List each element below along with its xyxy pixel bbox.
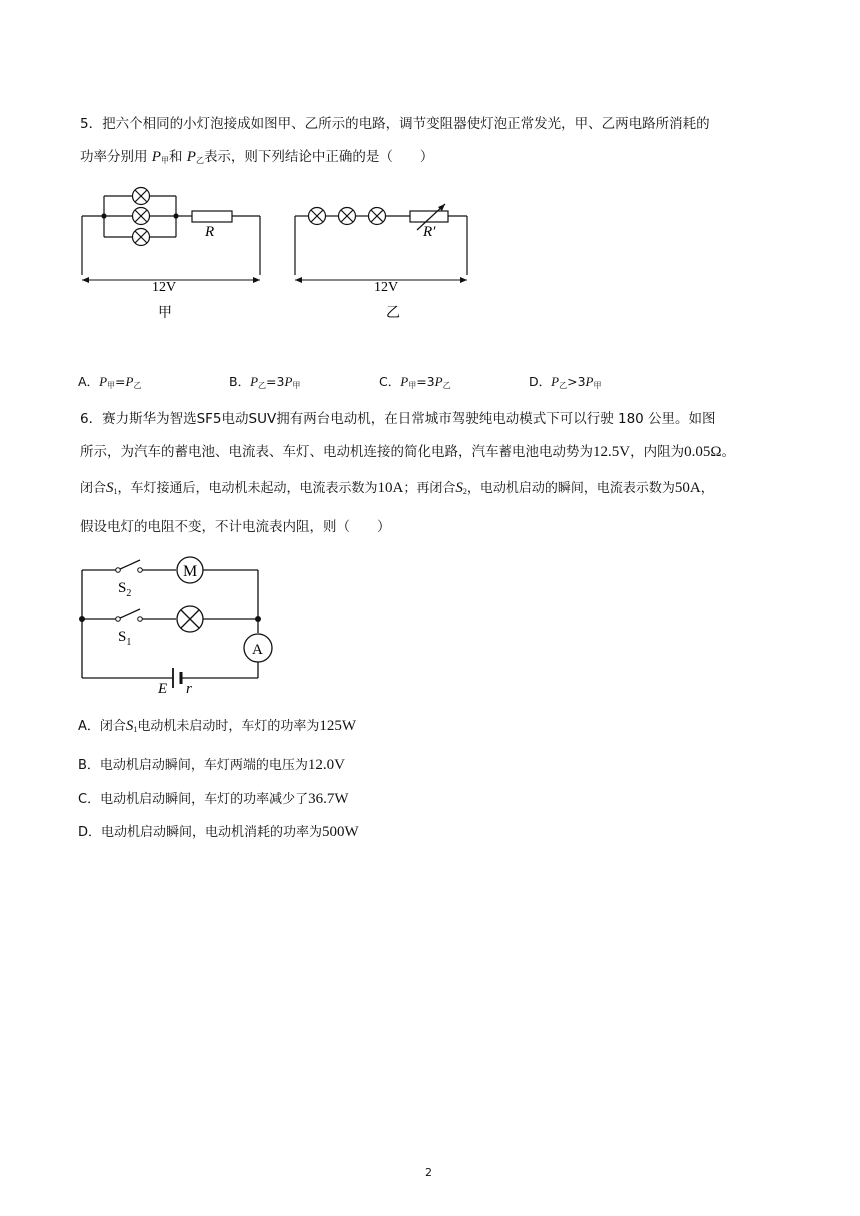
circuit-jia — [70, 180, 280, 330]
q6-option-b[interactable]: B．电动机启动瞬间，车灯两端的电压为12.0V — [78, 757, 346, 773]
circuit-yi — [285, 180, 485, 330]
q6-stem-line1: 6．赛力斯华为智选SF5电动SUV拥有两台电动机，在日常城市驾驶纯电动模式下可以行驶 180 公里。如图 — [80, 411, 716, 427]
switch-s1-label: $S_1$ — [118, 629, 132, 648]
motor-label: M — [183, 563, 198, 580]
resistor-r-label: R — [205, 224, 215, 240]
option-d[interactable]: D．$P_乙>3P_甲$ — [529, 374, 602, 390]
q5-options — [78, 372, 679, 391]
q6-stem-line4: 假设电灯的电阻不变，不计电流表内阻，则（ ） — [80, 519, 391, 535]
circuit-q6 — [70, 552, 285, 700]
q6-option-d[interactable]: D．电动机启动瞬间，电动机消耗的功率为500W — [78, 824, 359, 840]
option-a[interactable]: A．$P_甲=P_乙$ — [78, 374, 142, 390]
figure-caption: 甲 — [158, 306, 172, 321]
ammeter-label: A — [252, 642, 263, 658]
emf-label: E — [158, 681, 168, 697]
q6-option-a[interactable]: A．闭合$S_1$电动机未启动时，车灯的功率为125W — [78, 718, 357, 734]
option-c[interactable]: C．$P_甲=3P_乙$ — [379, 374, 451, 390]
rheostat-label: R′ — [423, 224, 436, 240]
page-number: 2 — [425, 1166, 432, 1179]
q6-option-c[interactable]: C．电动机启动瞬间，车灯的功率减少了36.7W — [78, 791, 349, 807]
q6-stem-line3: 闭合$S_1$，车灯接通后，电动机未起动，电流表示数为10A；再闭合$S_2$，电动机启动的瞬间，电流表示数为50A， — [80, 480, 714, 496]
q5-stem-line1: 5．把六个相同的小灯泡接成如图甲、乙所示的电路，调节变阻器使灯泡正常发光，甲、乙两电路所消耗的 — [80, 116, 710, 132]
switch-s2-label: $S_2$ — [118, 580, 132, 599]
voltage-label: 12V — [374, 280, 399, 295]
voltage-label: 12V — [152, 280, 177, 295]
q5-stem-line2: 功率分别用 $P_甲$和 $P_乙$表示，则下列结论中正确的是（ ） — [80, 149, 434, 165]
internal-resistance-label: r — [186, 681, 192, 697]
option-b[interactable]: B．$P_乙=3P_甲$ — [229, 374, 301, 390]
figure-caption: 乙 — [386, 306, 400, 321]
q6-stem-line2: 所示，为汽车的蓄电池、电流表、车灯、电动机连接的简化电路，汽车蓄电池电动势为12.5V，内阻为0.05Ω。 — [80, 444, 735, 460]
